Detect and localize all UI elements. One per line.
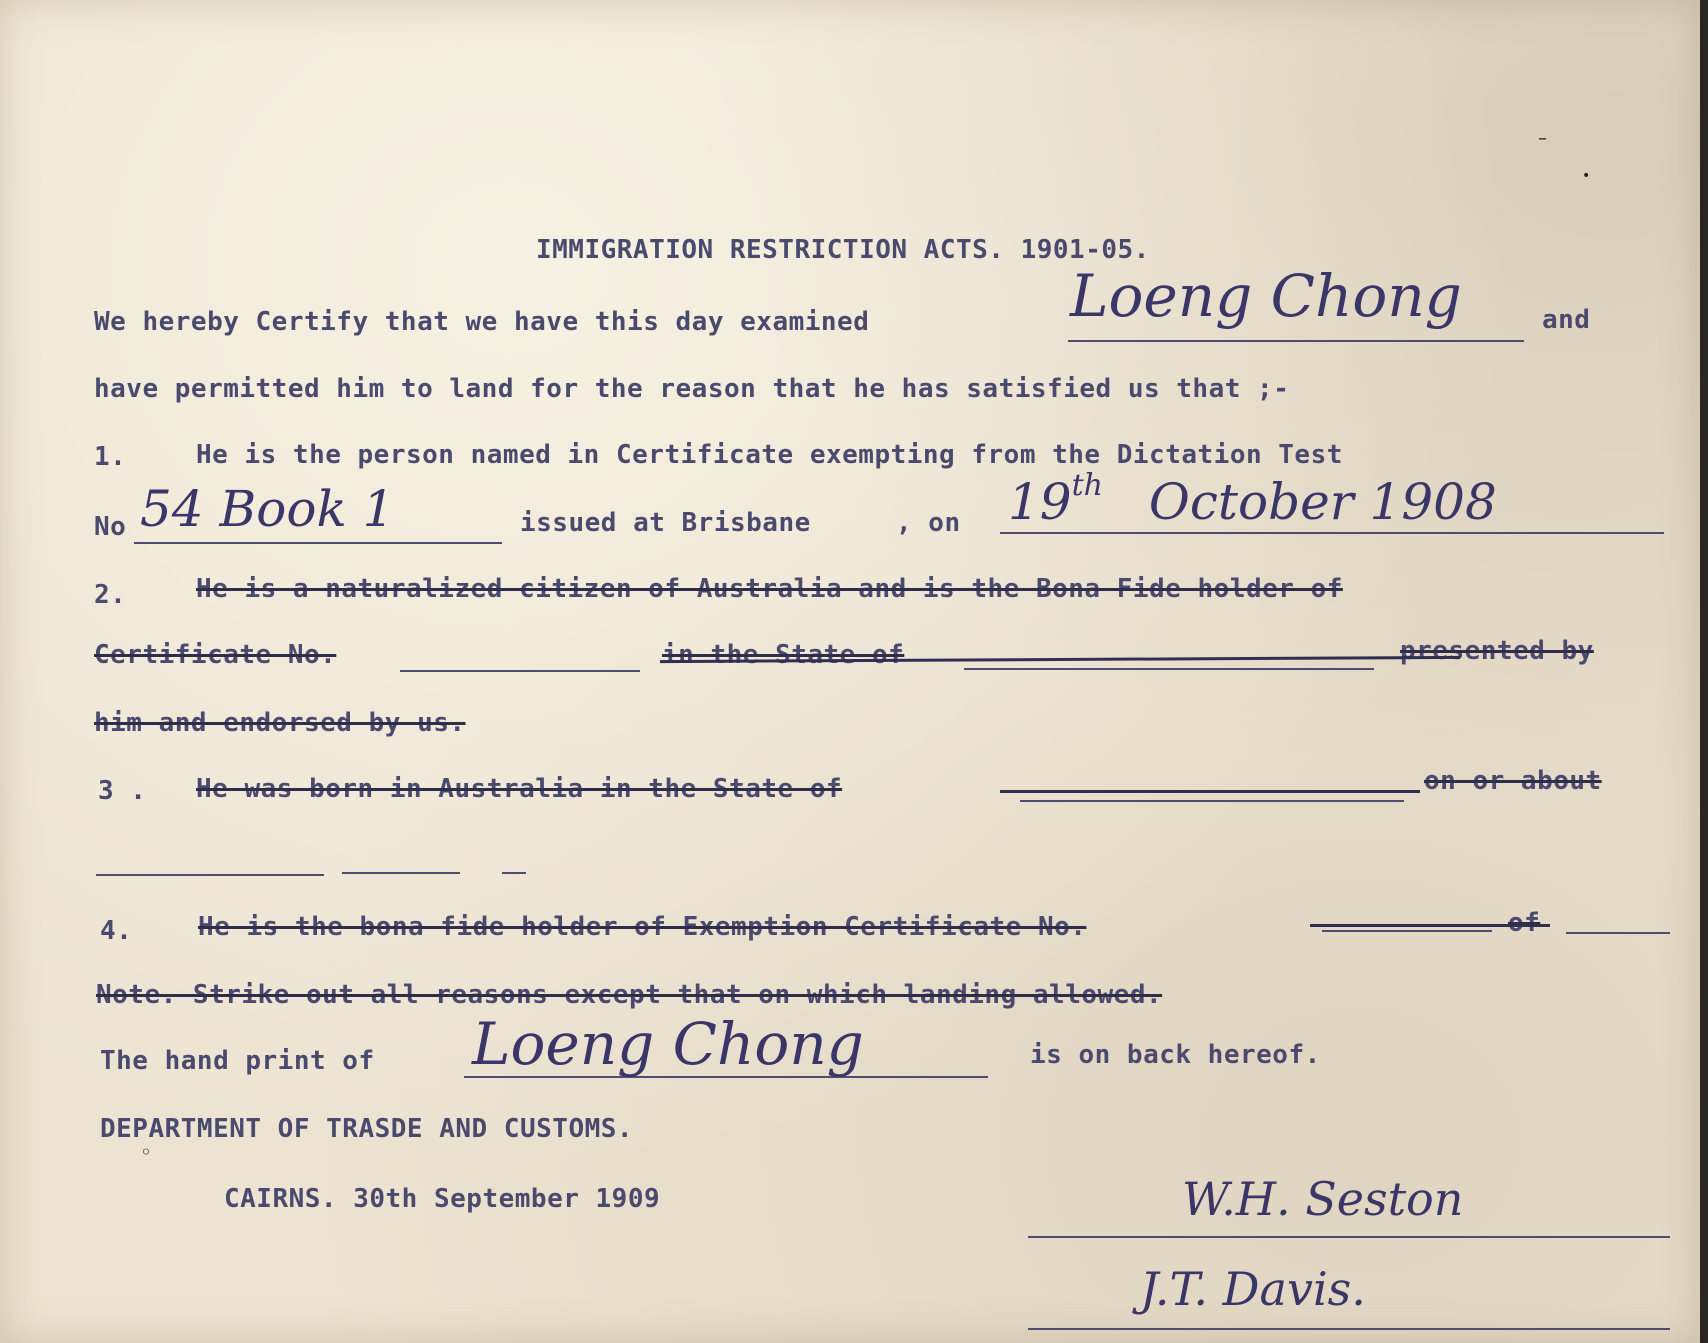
- item1-text: He is the person named in Certificate exempting from the Dictation Test: [196, 440, 1343, 470]
- paper-mark-corner: ◦: [140, 1140, 152, 1164]
- item4-cert-blank: [1322, 930, 1492, 932]
- item2-state-blank: [964, 668, 1374, 670]
- handwritten-date-suffix: th: [1071, 468, 1104, 503]
- handwritten-name: Loeng Chong: [1070, 262, 1462, 330]
- signature-line-1: [1028, 1236, 1670, 1238]
- item4-text: He is the bona fide holder of Exemption Certificate No.: [198, 912, 1087, 942]
- item1-on: , on: [896, 508, 961, 538]
- item4-number: 4.: [100, 916, 133, 946]
- signature-2: J.T. Davis.: [1140, 1262, 1366, 1316]
- item4-strike-line: [1310, 924, 1550, 927]
- item3-date-blank-2: [342, 872, 460, 874]
- document-title: IMMIGRATION RESTRICTION ACTS. 1901-05.: [536, 235, 1150, 265]
- item3-on-or-about: on or about: [1424, 766, 1602, 796]
- signature-1: W.H. Seston: [1182, 1172, 1464, 1226]
- certify-line-2: have permitted him to land for the reason that he has satisfied us that ;-: [94, 374, 1290, 404]
- certify-prefix: We hereby Certify that we have this day examined: [94, 307, 870, 337]
- handwritten-date-rest: October 1908: [1148, 473, 1497, 531]
- item3-date-blank-3: [502, 872, 526, 874]
- paper-mark: –: [1538, 128, 1547, 149]
- date-blank: [1000, 532, 1664, 534]
- certificate-no-blank: [134, 542, 502, 544]
- name-blank: [1068, 340, 1524, 342]
- certify-suffix: and: [1542, 305, 1591, 335]
- item3-date-blank-1: [96, 874, 324, 876]
- handprint-suffix: is on back hereof.: [1030, 1040, 1321, 1070]
- item2-number: 2.: [94, 580, 127, 610]
- item3-text: He was born in Australia in the State of: [196, 774, 843, 804]
- place-and-date: CAIRNS. 30th September 1909: [224, 1184, 661, 1214]
- handprint-prefix: The hand print of: [100, 1046, 375, 1076]
- item1-number: 1.: [94, 442, 127, 472]
- item1-issued: issued at Brisbane: [520, 508, 811, 538]
- item4-of: of: [1508, 908, 1541, 938]
- item2-certificate-no: Certificate No.: [94, 640, 337, 670]
- item2-certificate-blank: [400, 670, 640, 672]
- item2-presented-by: presented by: [1400, 636, 1594, 666]
- item2-state: in the State of: [662, 640, 905, 670]
- item2-endorsed: him and endorsed by us.: [94, 708, 466, 738]
- item3-state-blank: [1020, 800, 1404, 802]
- handwritten-certificate-no: 54 Book 1: [140, 480, 395, 538]
- note-text: Note. Strike out all reasons except that on which landing allowed.: [96, 980, 1163, 1010]
- handwritten-date-day: 19: [1008, 473, 1072, 531]
- item4-of-blank: [1566, 932, 1670, 934]
- handwritten-handprint-name: Loeng Chong: [472, 1010, 864, 1078]
- department-name: DEPARTMENT OF TRASDE AND CUSTOMS.: [100, 1114, 634, 1144]
- signature-line-2: [1028, 1328, 1670, 1330]
- paper-mark-dot: •: [1582, 168, 1591, 184]
- item3-strike-line: [1000, 790, 1420, 793]
- item2-text: He is a naturalized citizen of Australia and is the Bona Fide holder of: [196, 574, 1343, 604]
- handwritten-date: [1008, 468, 1497, 531]
- item3-number: 3 .: [98, 776, 147, 806]
- item1-no-label: No: [94, 512, 127, 542]
